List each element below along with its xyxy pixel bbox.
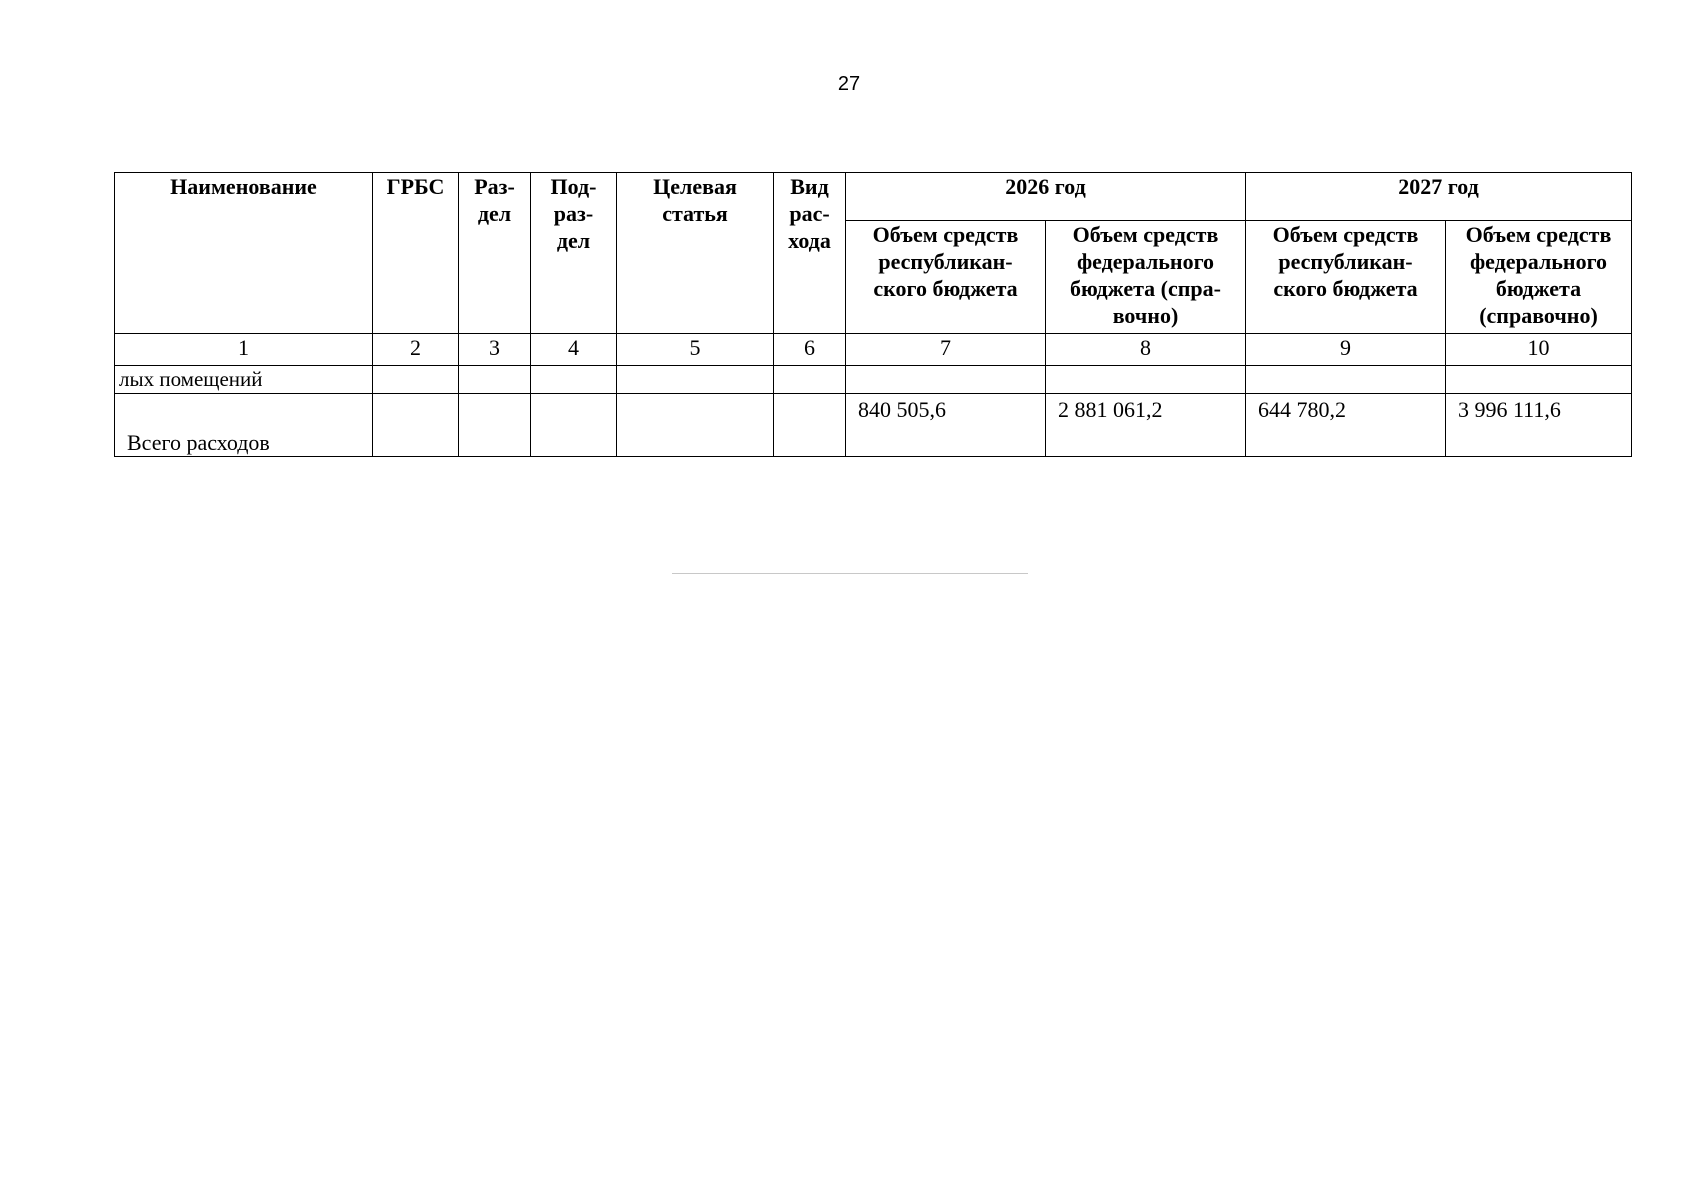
header-grbs: ГРБС (373, 173, 459, 334)
continuation-name: лых помещений (115, 366, 373, 394)
table-cell (459, 366, 531, 394)
header-year-2026: 2026 год (846, 173, 1246, 221)
total-label: Всего расходов (115, 394, 373, 457)
budget-table (114, 172, 1632, 457)
column-number: 10 (1446, 334, 1632, 366)
column-number: 2 (373, 334, 459, 366)
table-cell (846, 366, 1046, 394)
header-year-2027: 2027 год (1246, 173, 1632, 221)
column-number: 3 (459, 334, 531, 366)
table-row (115, 366, 1632, 394)
total-federal-2026: 2 881 061,2 (1046, 394, 1246, 457)
header-federal-2026: Объем средств федерального бюджета (спра- вочно) (1046, 221, 1246, 334)
column-number: 1 (115, 334, 373, 366)
table-cell (774, 366, 846, 394)
table-cell (1046, 366, 1246, 394)
table-cell (373, 394, 459, 457)
column-number: 9 (1246, 334, 1446, 366)
header-republican-2026: Объем средств республикан- ского бюджета (846, 221, 1046, 334)
table-cell (617, 394, 774, 457)
end-of-table-rule (672, 573, 1028, 574)
header-target-article: Целевая статья (617, 173, 774, 334)
table-cell (531, 394, 617, 457)
column-number: 4 (531, 334, 617, 366)
column-number-row (115, 334, 1632, 366)
table-cell (1246, 366, 1446, 394)
table-cell (373, 366, 459, 394)
total-federal-2027: 3 996 111,6 (1446, 394, 1632, 457)
total-row (115, 394, 1632, 457)
total-republican-2027: 644 780,2 (1246, 394, 1446, 457)
table-cell (774, 394, 846, 457)
table-cell (617, 366, 774, 394)
table-cell (531, 366, 617, 394)
column-number: 8 (1046, 334, 1246, 366)
table-cell (459, 394, 531, 457)
column-number: 6 (774, 334, 846, 366)
header-expense-type: Вид рас- хода (774, 173, 846, 334)
table-cell (1446, 366, 1632, 394)
header-republican-2027: Объем средств республикан- ского бюджета (1246, 221, 1446, 334)
header-name: Наименование (115, 173, 373, 334)
column-number: 7 (846, 334, 1046, 366)
page-number: 27 (837, 73, 861, 95)
header-row-top (115, 173, 1632, 221)
total-republican-2026: 840 505,6 (846, 394, 1046, 457)
column-number: 5 (617, 334, 774, 366)
header-subsection: Под- раз- дел (531, 173, 617, 334)
header-section: Раз- дел (459, 173, 531, 334)
header-federal-2027: Объем средств федерального бюджета (справочно) (1446, 221, 1632, 334)
